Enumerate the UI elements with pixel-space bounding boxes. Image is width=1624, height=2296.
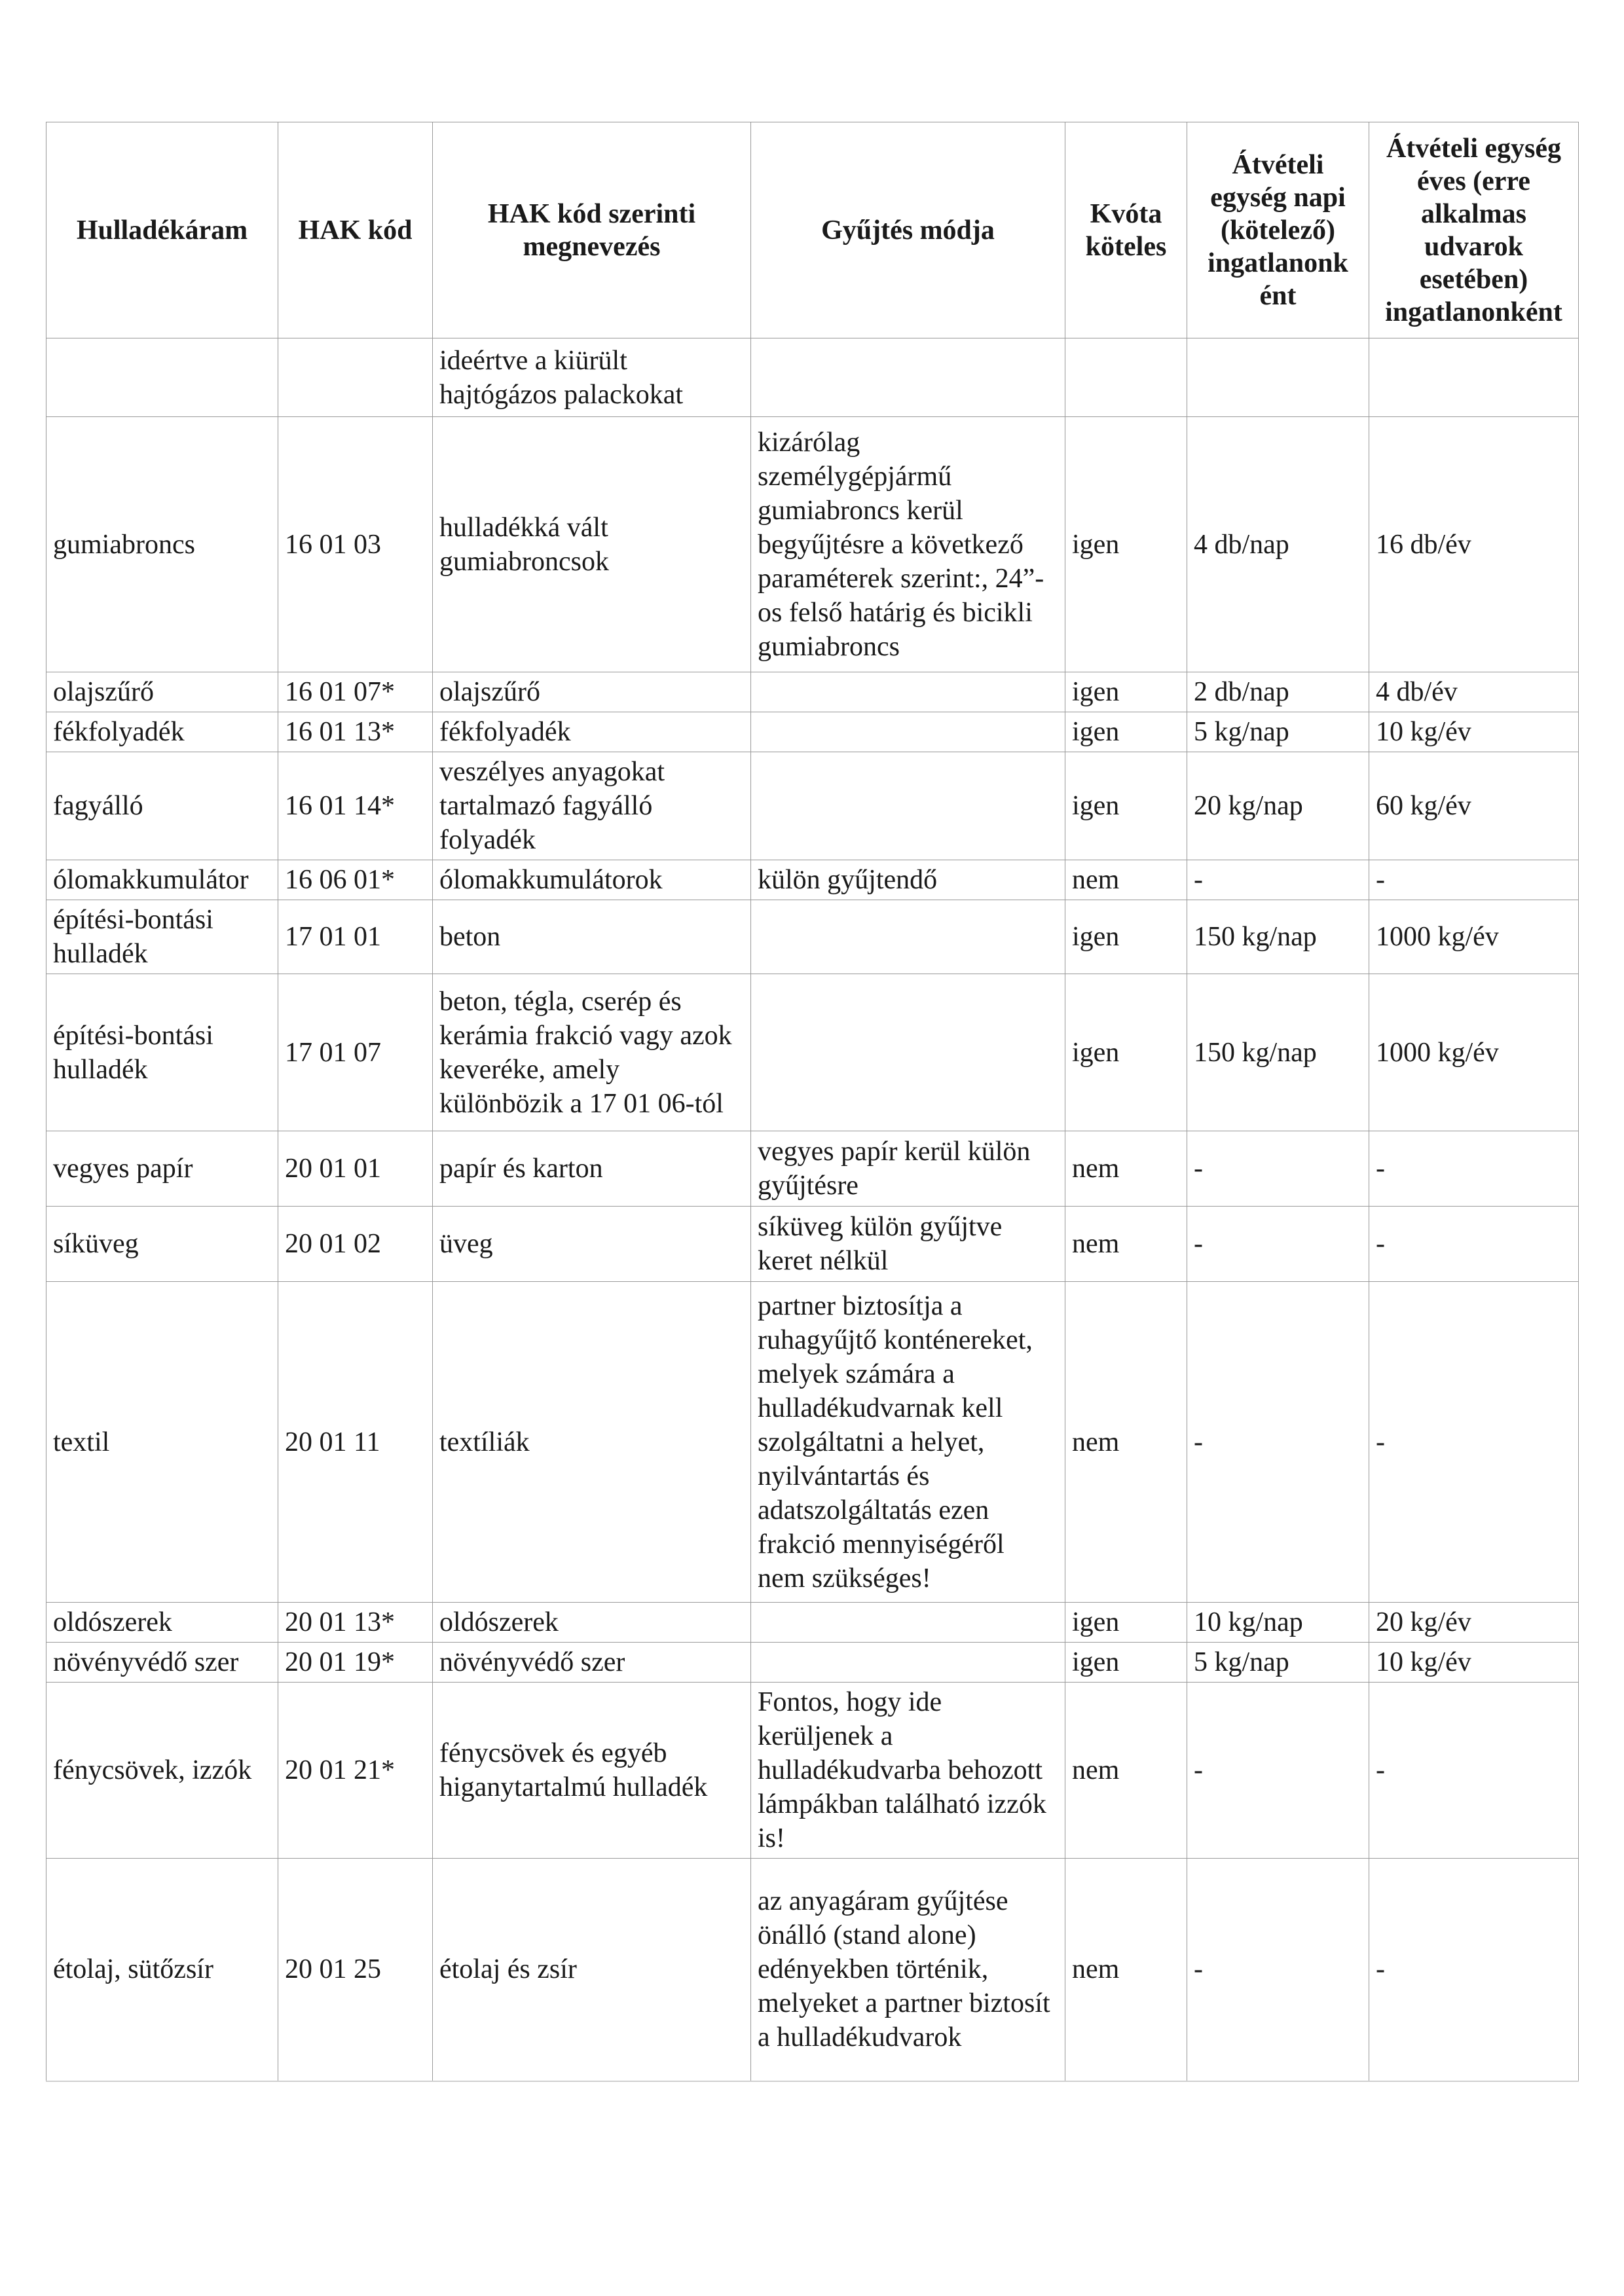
cell-gyujtes-modja bbox=[751, 1603, 1065, 1643]
cell-hak-kod: 20 01 19* bbox=[278, 1643, 433, 1683]
cell-hulladekaram: étolaj, sütőzsír bbox=[46, 1859, 278, 2081]
cell-hulladekaram: síküveg bbox=[46, 1207, 278, 1282]
cell-napi: 4 db/nap bbox=[1187, 417, 1369, 672]
cell-napi: 150 kg/nap bbox=[1187, 900, 1369, 974]
table-row bbox=[46, 338, 1579, 417]
cell-kvota: nem bbox=[1065, 1282, 1187, 1603]
cell-eves: 4 db/év bbox=[1369, 672, 1579, 712]
cell-kvota: igen bbox=[1065, 1643, 1187, 1683]
cell-kvota: igen bbox=[1065, 900, 1187, 974]
cell-megnevezes: fékfolyadék bbox=[433, 712, 751, 752]
cell-hulladekaram: vegyes papír bbox=[46, 1131, 278, 1207]
cell-hak-kod: 20 01 13* bbox=[278, 1603, 433, 1643]
cell-hak-kod: 16 06 01* bbox=[278, 860, 433, 900]
cell-napi: 10 kg/nap bbox=[1187, 1603, 1369, 1643]
cell-kvota: igen bbox=[1065, 1603, 1187, 1643]
cell-eves: 60 kg/év bbox=[1369, 752, 1579, 860]
cell-hak-kod: 20 01 11 bbox=[278, 1282, 433, 1603]
cell-gyujtes-modja: vegyes papír kerül külön gyűjtésre bbox=[751, 1131, 1065, 1207]
cell-hulladekaram: növényvédő szer bbox=[46, 1643, 278, 1683]
cell-gyujtes-modja bbox=[751, 900, 1065, 974]
cell-hak-kod: 16 01 14* bbox=[278, 752, 433, 860]
cell-hulladekaram: textil bbox=[46, 1282, 278, 1603]
cell-gyujtes-modja: az anyagáram gyűjtése önálló (stand alone) edényekben történik, melyeket a partner biztosít a hulladékudvarok bbox=[751, 1859, 1065, 2081]
cell-napi bbox=[1187, 338, 1369, 417]
cell-megnevezes: ólomakkumulátorok bbox=[433, 860, 751, 900]
cell-gyujtes-modja: Fontos, hogy ide kerüljenek a hulladékudvarba behozott lámpákban található izzók is! bbox=[751, 1683, 1065, 1859]
cell-kvota: nem bbox=[1065, 1131, 1187, 1207]
cell-napi: 2 db/nap bbox=[1187, 672, 1369, 712]
cell-kvota: nem bbox=[1065, 860, 1187, 900]
cell-hulladekaram: fénycsövek, izzók bbox=[46, 1683, 278, 1859]
cell-eves: - bbox=[1369, 1282, 1579, 1603]
cell-hulladekaram: építési-bontási hulladék bbox=[46, 900, 278, 974]
cell-napi: 5 kg/nap bbox=[1187, 712, 1369, 752]
cell-eves: 20 kg/év bbox=[1369, 1603, 1579, 1643]
header-eves-egyseg: Átvételi egység éves (erre alkalmas udvarok esetében) ingatlanonként bbox=[1369, 122, 1579, 338]
cell-eves: - bbox=[1369, 1683, 1579, 1859]
cell-hulladekaram: oldószerek bbox=[46, 1603, 278, 1643]
cell-hulladekaram: fékfolyadék bbox=[46, 712, 278, 752]
cell-napi: 150 kg/nap bbox=[1187, 974, 1369, 1131]
header-gyujtes-modja: Gyűjtés módja bbox=[751, 122, 1065, 338]
cell-eves: 10 kg/év bbox=[1369, 1643, 1579, 1683]
table-row bbox=[46, 860, 1579, 900]
table-row bbox=[46, 1643, 1579, 1683]
cell-kvota: nem bbox=[1065, 1859, 1187, 2081]
cell-gyujtes-modja bbox=[751, 974, 1065, 1131]
table-row bbox=[46, 1131, 1579, 1207]
table-row bbox=[46, 900, 1579, 974]
cell-hulladekaram: fagyálló bbox=[46, 752, 278, 860]
table-row bbox=[46, 417, 1579, 672]
cell-hak-kod: 16 01 07* bbox=[278, 672, 433, 712]
cell-gyujtes-modja bbox=[751, 752, 1065, 860]
cell-eves: - bbox=[1369, 1859, 1579, 2081]
table-row bbox=[46, 1603, 1579, 1643]
cell-gyujtes-modja: kizárólag személygépjármű gumiabroncs kerül begyűjtésre a következő paraméterek szerint:, 24”-os felső határig és bicikli gumiabroncs bbox=[751, 417, 1065, 672]
cell-megnevezes: hulladékká vált gumiabroncsok bbox=[433, 417, 751, 672]
table-row bbox=[46, 752, 1579, 860]
cell-napi: - bbox=[1187, 1282, 1369, 1603]
cell-megnevezes: beton bbox=[433, 900, 751, 974]
cell-gyujtes-modja bbox=[751, 712, 1065, 752]
header-hulladekaram: Hulladékáram bbox=[46, 122, 278, 338]
cell-kvota: nem bbox=[1065, 1207, 1187, 1282]
cell-gyujtes-modja: síküveg külön gyűjtve keret nélkül bbox=[751, 1207, 1065, 1282]
cell-megnevezes: veszélyes anyagokat tartalmazó fagyálló folyadék bbox=[433, 752, 751, 860]
header-hak-megnevezes: HAK kód szerinti megnevezés bbox=[433, 122, 751, 338]
cell-eves: 1000 kg/év bbox=[1369, 900, 1579, 974]
cell-hak-kod: 16 01 03 bbox=[278, 417, 433, 672]
cell-napi: - bbox=[1187, 1859, 1369, 2081]
waste-stream-table bbox=[46, 122, 1579, 2082]
cell-megnevezes: ideértve a kiürült hajtógázos palackokat bbox=[433, 338, 751, 417]
cell-gyujtes-modja bbox=[751, 1643, 1065, 1683]
cell-hak-kod: 20 01 02 bbox=[278, 1207, 433, 1282]
cell-hak-kod: 20 01 01 bbox=[278, 1131, 433, 1207]
cell-megnevezes: beton, tégla, cserép és kerámia frakció vagy azok keveréke, amely különbözik a 17 01 06-tól bbox=[433, 974, 751, 1131]
cell-megnevezes: étolaj és zsír bbox=[433, 1859, 751, 2081]
cell-eves: - bbox=[1369, 860, 1579, 900]
table-header-row bbox=[46, 122, 1579, 338]
cell-megnevezes: olajszűrő bbox=[433, 672, 751, 712]
table-row bbox=[46, 1207, 1579, 1282]
cell-napi: - bbox=[1187, 1131, 1369, 1207]
cell-napi: 5 kg/nap bbox=[1187, 1643, 1369, 1683]
cell-kvota: igen bbox=[1065, 974, 1187, 1131]
table-row bbox=[46, 1683, 1579, 1859]
cell-napi: - bbox=[1187, 1207, 1369, 1282]
table-row bbox=[46, 1859, 1579, 2081]
header-kvota-koteles: Kvóta köteles bbox=[1065, 122, 1187, 338]
cell-gyujtes-modja bbox=[751, 672, 1065, 712]
cell-eves: 16 db/év bbox=[1369, 417, 1579, 672]
cell-megnevezes: üveg bbox=[433, 1207, 751, 1282]
cell-gyujtes-modja bbox=[751, 338, 1065, 417]
cell-napi: - bbox=[1187, 860, 1369, 900]
cell-kvota bbox=[1065, 338, 1187, 417]
cell-megnevezes: fénycsövek és egyéb higanytartalmú hulladék bbox=[433, 1683, 751, 1859]
cell-kvota: igen bbox=[1065, 417, 1187, 672]
cell-megnevezes: textíliák bbox=[433, 1282, 751, 1603]
cell-hulladekaram: építési-bontási hulladék bbox=[46, 974, 278, 1131]
table-row bbox=[46, 1282, 1579, 1603]
cell-megnevezes: papír és karton bbox=[433, 1131, 751, 1207]
cell-hak-kod: 20 01 21* bbox=[278, 1683, 433, 1859]
table-row bbox=[46, 974, 1579, 1131]
cell-napi: - bbox=[1187, 1683, 1369, 1859]
table-row bbox=[46, 672, 1579, 712]
cell-napi: 20 kg/nap bbox=[1187, 752, 1369, 860]
cell-kvota: igen bbox=[1065, 672, 1187, 712]
cell-hak-kod: 17 01 07 bbox=[278, 974, 433, 1131]
cell-hulladekaram: gumiabroncs bbox=[46, 417, 278, 672]
cell-hak-kod bbox=[278, 338, 433, 417]
cell-hak-kod: 17 01 01 bbox=[278, 900, 433, 974]
cell-gyujtes-modja: külön gyűjtendő bbox=[751, 860, 1065, 900]
cell-gyujtes-modja: partner biztosítja a ruhagyűjtő konténereket, melyek számára a hulladékudvarnak kell szolgáltatni a helyet, nyilvántartás és adatszolgáltatás ezen frakció mennyiségéről nem szükséges! bbox=[751, 1282, 1065, 1603]
cell-eves: 10 kg/év bbox=[1369, 712, 1579, 752]
table-row bbox=[46, 712, 1579, 752]
cell-eves bbox=[1369, 338, 1579, 417]
cell-hulladekaram: olajszűrő bbox=[46, 672, 278, 712]
cell-hulladekaram bbox=[46, 338, 278, 417]
header-hak-kod: HAK kód bbox=[278, 122, 433, 338]
cell-kvota: nem bbox=[1065, 1683, 1187, 1859]
cell-eves: 1000 kg/év bbox=[1369, 974, 1579, 1131]
cell-kvota: igen bbox=[1065, 752, 1187, 860]
cell-hak-kod: 20 01 25 bbox=[278, 1859, 433, 2081]
cell-kvota: igen bbox=[1065, 712, 1187, 752]
cell-megnevezes: oldószerek bbox=[433, 1603, 751, 1643]
cell-megnevezes: növényvédő szer bbox=[433, 1643, 751, 1683]
cell-hulladekaram: ólomakkumulátor bbox=[46, 860, 278, 900]
cell-eves: - bbox=[1369, 1131, 1579, 1207]
cell-eves: - bbox=[1369, 1207, 1579, 1282]
cell-hak-kod: 16 01 13* bbox=[278, 712, 433, 752]
header-napi-egyseg: Átvételi egység napi (kötelező) ingatlanonk ént bbox=[1187, 122, 1369, 338]
